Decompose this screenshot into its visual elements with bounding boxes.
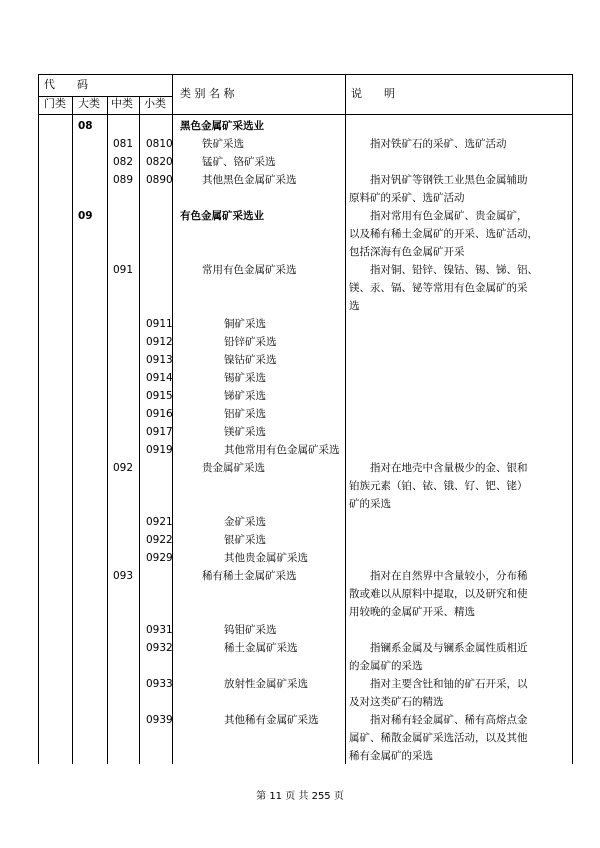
row-category-name: 有色金属矿采选业: [180, 210, 264, 222]
row-zhong-code: 091: [113, 264, 134, 276]
description-line: 指对铜、铅锌、镍钴、锡、锑、铝、: [370, 264, 538, 276]
row-xiao-code: 0929: [146, 552, 173, 564]
row-da-code: 09: [78, 210, 93, 222]
description-line: 选: [349, 300, 360, 312]
row-description: [349, 207, 569, 261]
row-xiao-code: 0913: [146, 354, 173, 366]
header-da: 大类: [78, 97, 100, 110]
description-line: 指对稀有轻金属矿、稀有高熔点金: [370, 714, 528, 726]
header-desc: 说 明: [351, 87, 395, 100]
row-zhong-code: 081: [113, 138, 134, 150]
row-description: [349, 621, 569, 639]
row-category-name: 铜矿采选: [224, 318, 266, 330]
header-zhong: 中类: [111, 97, 133, 110]
row-description: [349, 459, 569, 513]
row-description: [349, 171, 569, 207]
row-description: [349, 675, 569, 711]
description-line: [349, 153, 569, 171]
row-xiao-code: 0890: [146, 174, 173, 186]
row-category-name: 锡矿采选: [224, 372, 266, 384]
row-category-name: 贵金属矿采选: [202, 462, 265, 474]
row-xiao-code: 0919: [146, 444, 173, 456]
row-category-name: 其他贵金属矿采选: [224, 552, 308, 564]
row-zhong-code: 089: [113, 174, 134, 186]
row-xiao-code: 0911: [146, 318, 173, 330]
row-category-name: 铁矿采选: [202, 138, 244, 150]
row-zhong-code: 093: [113, 570, 134, 582]
description-line: [349, 549, 569, 567]
description-line: 属矿、稀散金属矿采选活动，以及其他: [349, 732, 528, 744]
row-xiao-code: 0921: [146, 516, 173, 528]
col-divider: [345, 74, 346, 764]
description-line: [349, 531, 569, 549]
description-line: [349, 441, 569, 459]
row-category-name: 其他稀有金属矿采选: [224, 714, 319, 726]
row-category-name: 稀有稀土金属矿采选: [202, 570, 297, 582]
row-category-name: 其他常用有色金属矿采选: [224, 444, 340, 456]
row-description: [349, 153, 569, 171]
row-xiao-code: 0912: [146, 336, 173, 348]
header-name: 类 别 名 称: [180, 87, 235, 100]
row-xiao-code: 0922: [146, 534, 173, 546]
row-description: [349, 261, 569, 315]
col-divider: [139, 96, 140, 764]
row-category-name: 黑色金属矿采选业: [180, 120, 264, 132]
row-category-name: 镁矿采选: [224, 426, 266, 438]
row-zhong-code: 082: [113, 156, 134, 168]
description-line: 指对常用有色金属矿、贵金属矿，: [370, 210, 528, 222]
row-description: [349, 639, 569, 675]
row-description: [349, 117, 569, 135]
description-line: [349, 405, 569, 423]
description-line: 指对在地壳中含量极少的金、银和: [370, 462, 528, 474]
row-category-name: 稀土金属矿采选: [224, 642, 298, 654]
col-divider: [107, 96, 108, 764]
col-divider: [72, 96, 73, 764]
description-line: 以及稀有稀土金属矿的开采、选矿活动，: [349, 228, 538, 240]
row-category-name: 钨钼矿采选: [224, 624, 277, 636]
table-border-left: [38, 74, 39, 764]
description-line: 的金属矿的采选: [349, 660, 423, 672]
row-description: [349, 711, 569, 765]
row-description: [349, 333, 569, 351]
row-category-name: 镍钴矿采选: [224, 354, 277, 366]
description-line: [349, 117, 569, 135]
description-line: 散或难以从原料中提取，以及研究和使: [349, 588, 528, 600]
description-line: 用较晚的金属矿开采、精选: [349, 606, 475, 618]
row-xiao-code: 0916: [146, 408, 173, 420]
header-men: 门类: [44, 97, 66, 110]
row-description: [349, 441, 569, 459]
description-line: 指对钒矿等钢铁工业黑色金属辅助: [370, 174, 528, 186]
description-line: 指对主要含钍和铀的矿石开采，以: [370, 678, 528, 690]
row-description: [349, 135, 569, 153]
row-category-name: 锰矿、铬矿采选: [202, 156, 276, 168]
description-line: 矿的采选: [349, 498, 391, 510]
row-description: [349, 513, 569, 531]
row-category-name: 常用有色金属矿采选: [202, 264, 297, 276]
description-line: [349, 333, 569, 351]
description-line: [349, 369, 569, 387]
description-line: 镁、汞、镉、铋等常用有色金属矿的采: [349, 282, 528, 294]
classification-table: [38, 74, 573, 764]
description-line: [349, 387, 569, 405]
row-description: [349, 387, 569, 405]
description-line: 指对铁矿石的采矿、选矿活动: [370, 138, 507, 150]
description-line: [349, 621, 569, 639]
row-description: [349, 369, 569, 387]
row-description: [349, 315, 569, 333]
row-xiao-code: 0914: [146, 372, 173, 384]
row-xiao-code: 0933: [146, 678, 173, 690]
row-category-name: 其他黑色金属矿采选: [202, 174, 297, 186]
row-xiao-code: 0915: [146, 390, 173, 402]
row-description: [349, 531, 569, 549]
description-line: [349, 315, 569, 333]
description-line: [349, 513, 569, 531]
row-description: [349, 405, 569, 423]
row-description: [349, 351, 569, 369]
row-category-name: 金矿采选: [224, 516, 266, 528]
table-border-top: [38, 74, 573, 75]
row-xiao-code: 0820: [146, 156, 173, 168]
description-line: 指镧系金属及与镧系金属性质相近: [370, 642, 528, 654]
row-category-name: 银矿采选: [224, 534, 266, 546]
row-xiao-code: 0917: [146, 426, 173, 438]
row-xiao-code: 0939: [146, 714, 173, 726]
description-line: 稀有金属矿的采选: [349, 750, 433, 762]
row-description: [349, 549, 569, 567]
description-line: 原料矿的采矿、选矿活动: [349, 192, 465, 204]
description-line: [349, 423, 569, 441]
description-line: 及对这类矿石的精选: [349, 696, 444, 708]
description-line: [349, 351, 569, 369]
row-category-name: 铝矿采选: [224, 408, 266, 420]
description-line: 铂族元素（铂、铱、锇、钌、钯、铑）: [349, 480, 528, 492]
description-line: 包括深海有色金属矿开采: [349, 246, 465, 258]
row-xiao-code: 0810: [146, 138, 173, 150]
table-border-right: [572, 74, 573, 764]
row-category-name: 铅锌矿采选: [224, 336, 277, 348]
header-bottom-line: [38, 114, 573, 115]
description-line: 指对在自然界中含量较小，分布稀: [370, 570, 528, 582]
header-code: 代 码: [44, 78, 88, 91]
row-description: [349, 423, 569, 441]
header-xiao: 小类: [144, 97, 166, 110]
row-category-name: 放射性金属矿采选: [224, 678, 308, 690]
row-zhong-code: 092: [113, 462, 134, 474]
row-description: [349, 567, 569, 621]
row-category-name: 锑矿采选: [224, 390, 266, 402]
row-xiao-code: 0932: [146, 642, 173, 654]
page-footer: 第 11 页 共 255 页: [256, 791, 344, 802]
row-da-code: 08: [78, 120, 93, 132]
row-xiao-code: 0931: [146, 624, 173, 636]
